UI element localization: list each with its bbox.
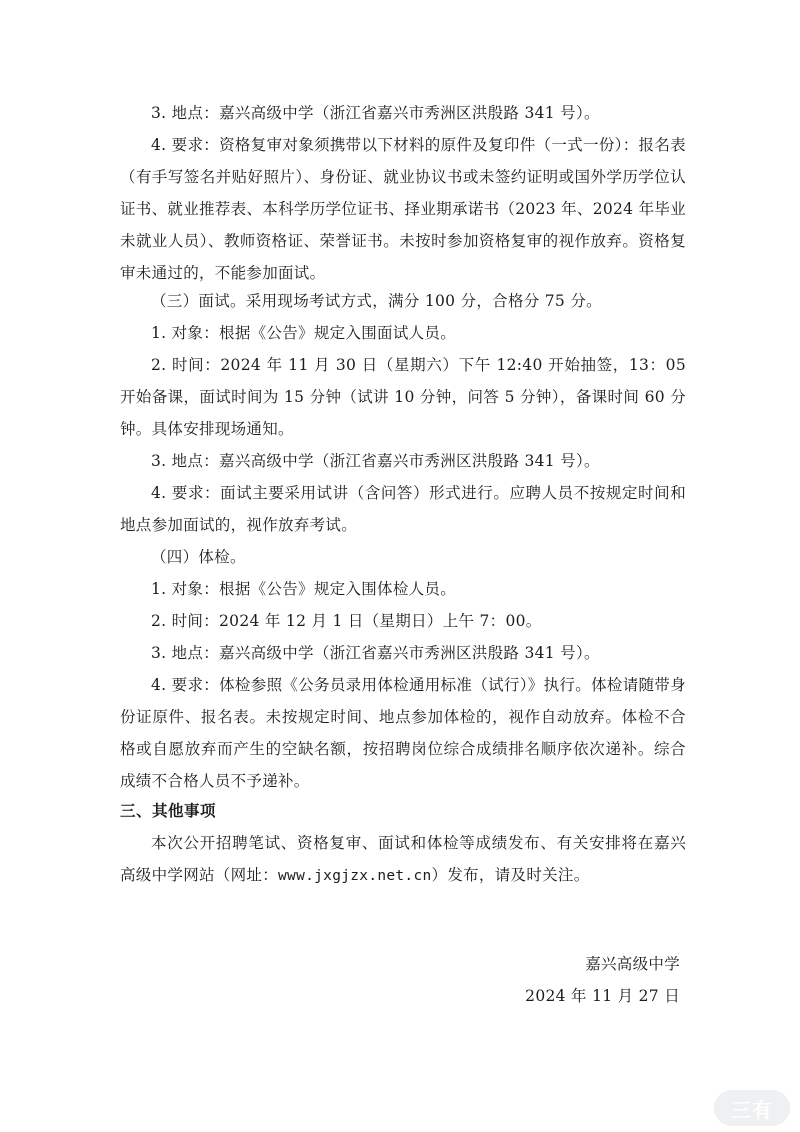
medical-location-paragraph: 3. 地点：嘉兴高级中学（浙江省嘉兴市秀洲区洪殷路 341 号）。 [151,644,600,662]
watermark-badge: 三有 [714,1090,790,1126]
signature-date: 2024 年 11 月 27 日 [525,987,680,1005]
section-heading-other-matters: 三、其他事项 [120,802,217,820]
other-matters-text-start: 本次公开招聘笔试、资格复审、面试和体检等成绩发布、有关安排将在嘉兴高级中学网站（网址： [120,834,686,884]
medical-section-paragraph: （四）体检。 [151,548,246,566]
other-matters-paragraph [120,827,686,892]
medical-requirements-paragraph: 4. 要求：体检参照《公务员录用体检通用标准（试行）》执行。体检请随带身份证原件、报名表。未按规定时间、地点参加体检的，视作自动放弃。体检不合格或自愿放弃而产生的空缺名额，按招聘岗位综合成绩排名顺序依次递补。综合成绩不合格人员不予递补。 [120,676,686,790]
interview-target-paragraph: 1. 对象：根据《公告》规定入围面试人员。 [151,324,457,342]
medical-target-paragraph: 1. 对象：根据《公告》规定入围体检人员。 [151,580,457,598]
location-paragraph-review: 3. 地点：嘉兴高级中学（浙江省嘉兴市秀洲区洪殷路 341 号）。 [151,104,600,122]
medical-time-paragraph: 2. 时间：2024 年 12 月 1 日（星期日）上午 7：00。 [151,612,542,630]
interview-requirements-paragraph: 4. 要求：面试主要采用试讲（含问答）形式进行。应聘人员不按规定时间和地点参加面试的，视作放弃考试。 [120,484,686,534]
website-url: www.jxgjzx.net.cn [278,868,432,884]
requirements-paragraph-review: 4. 要求：资格复审对象须携带以下材料的原件及复印件（一式一份）：报名表（有手写签名并贴好照片）、身份证、就业协议书或未签约证明或国外学历学位认证书、就业推荐表、本科学历学位证书、择业期承诺书（2023 年、2024 年毕业未就业人员）、教师资格证、荣誉证书。未按时参加资格复审的视作放弃。资格复审未通过的，不能参加面试。 [120,136,686,282]
interview-location-paragraph: 3. 地点：嘉兴高级中学（浙江省嘉兴市秀洲区洪殷路 341 号）。 [151,452,600,470]
other-matters-text-end: ）发布，请及时关注。 [431,866,590,884]
signature-organization: 嘉兴高级中学 [585,955,680,973]
interview-time-paragraph: 2. 时间：2024 年 11 月 30 日（星期六）下午 12:40 开始抽签，13：05 开始备课，面试时间为 15 分钟（试讲 10 分钟，问答 5 分钟），备课时间 60 分钟。具体安排现场通知。 [120,356,686,438]
interview-section-paragraph: （三）面试。采用现场考试方式，满分 100 分，合格分 75 分。 [151,292,602,310]
